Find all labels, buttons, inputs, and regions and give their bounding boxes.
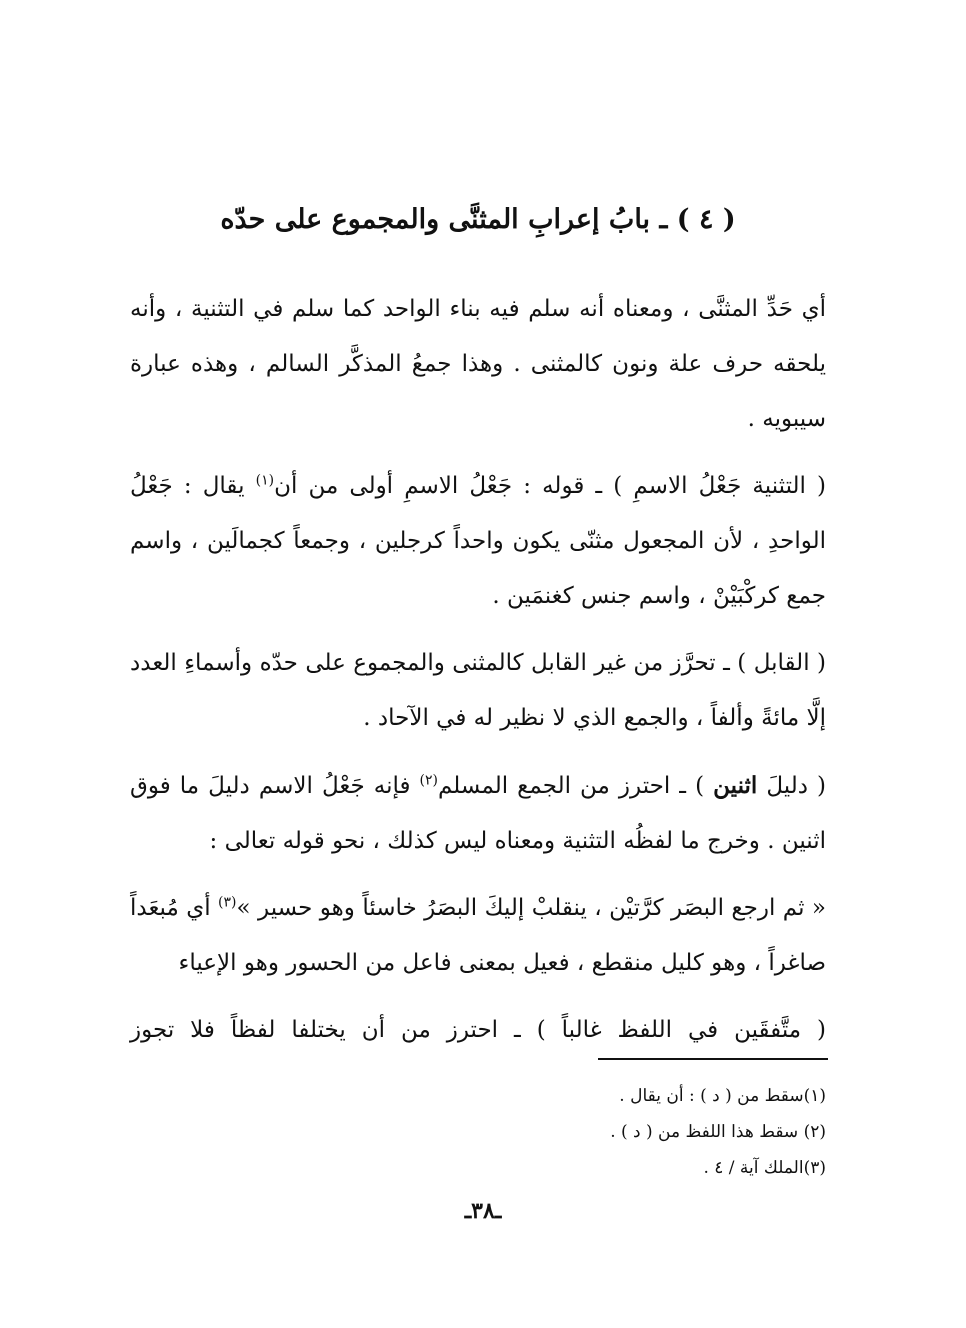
paragraph-3 [130, 636, 826, 746]
paragraph-4-text-after: فإنه جَعْلُ الاسم دليلَ ما فوق اثنين . وخرج ما لفظُه التثنية ومعناه ليس كذلك ، نحو قوله تعالى : [130, 773, 826, 854]
paragraph-5-text-before: « ثم ارجع البصَر كرَّتيْن ، ينقلبْ إليكَ البصَرُ خاسئاً وهو حسير » [236, 895, 826, 921]
paragraph-1-text: أي حَدِّ المثنَّى ، ومعناه أنه سلم فيه بناء الواحد كما سلم في التثنية ، وأنه يلحقه حرف علة ونون كالمثنى . وهذا جمعُ المذكَّر السالم ، وهذه عبارة سيبويه . [130, 296, 826, 432]
footnotes [450, 1078, 826, 1186]
footnote-divider [598, 1058, 828, 1060]
paragraph-2-text-before: ( التثنية جَعْلُ الاسمِ ) ـ قوله : جَعْلُ الاسمِ أولى من أن [274, 473, 827, 499]
paragraph-2-text-after: يقال : جَعْلُ الواحدِ ، لأن المجعول مثنّى يكون واحداً كرجلين ، وجمعاً كجمالَين ، واسم جمع كركْبَيْنْ ، واسم جنس كغنمَين . [130, 473, 826, 609]
paragraph-6 [130, 1003, 826, 1058]
body-text [130, 282, 826, 1058]
footnote-3: (٣)الملك آية / ٤ . [703, 1158, 826, 1178]
paragraph-1 [130, 282, 826, 447]
footnote-ref-1: (١) [255, 472, 275, 489]
footnote-ref-3: (٣) [218, 894, 237, 911]
page-number: ـ٣٨ـ [464, 1198, 502, 1224]
footnote-ref-2: (٢) [419, 772, 438, 789]
paragraph-2 [130, 459, 826, 624]
footnote-2: (٢) سقط هذا اللفظ من ( د ) . [610, 1122, 826, 1142]
paragraph-4-text-before: ) ـ احترز من الجمع المسلم [438, 773, 714, 799]
paragraph-6-text: ( متَّفقَين في اللفظ غالباً ) ـ احترز من أن يختلفا لفظاً فلا تجوز [130, 1017, 826, 1043]
paragraph-3-text: ( القابل ) ـ تحرَّز من غير القابل كالمثنى والمجموع على حدّه وأسماءِ العدد إلَّا مائةً وألفاً ، والجمع الذي لا نظير له في الآحاد . [130, 650, 826, 731]
paragraph-4 [130, 758, 826, 869]
paragraph-5 [130, 881, 826, 991]
paragraph-4-text-open: ( دليلَ [757, 773, 826, 799]
chapter-title: ( ٤ ) ـ بابُ إعرابِ المثنَّى والمجموع على حدّه [220, 204, 736, 235]
paragraph-5-text-after: أي مُبعَداً صاغراً ، وهو كليل منقطع ، فعيل بمعنى فاعل من الحسور وهو الإعياء [130, 895, 826, 976]
paragraph-4-bold-term: اثنين [713, 772, 758, 799]
footnote-1: (١)سقط من ( د ) : أن يقال . [619, 1086, 826, 1106]
